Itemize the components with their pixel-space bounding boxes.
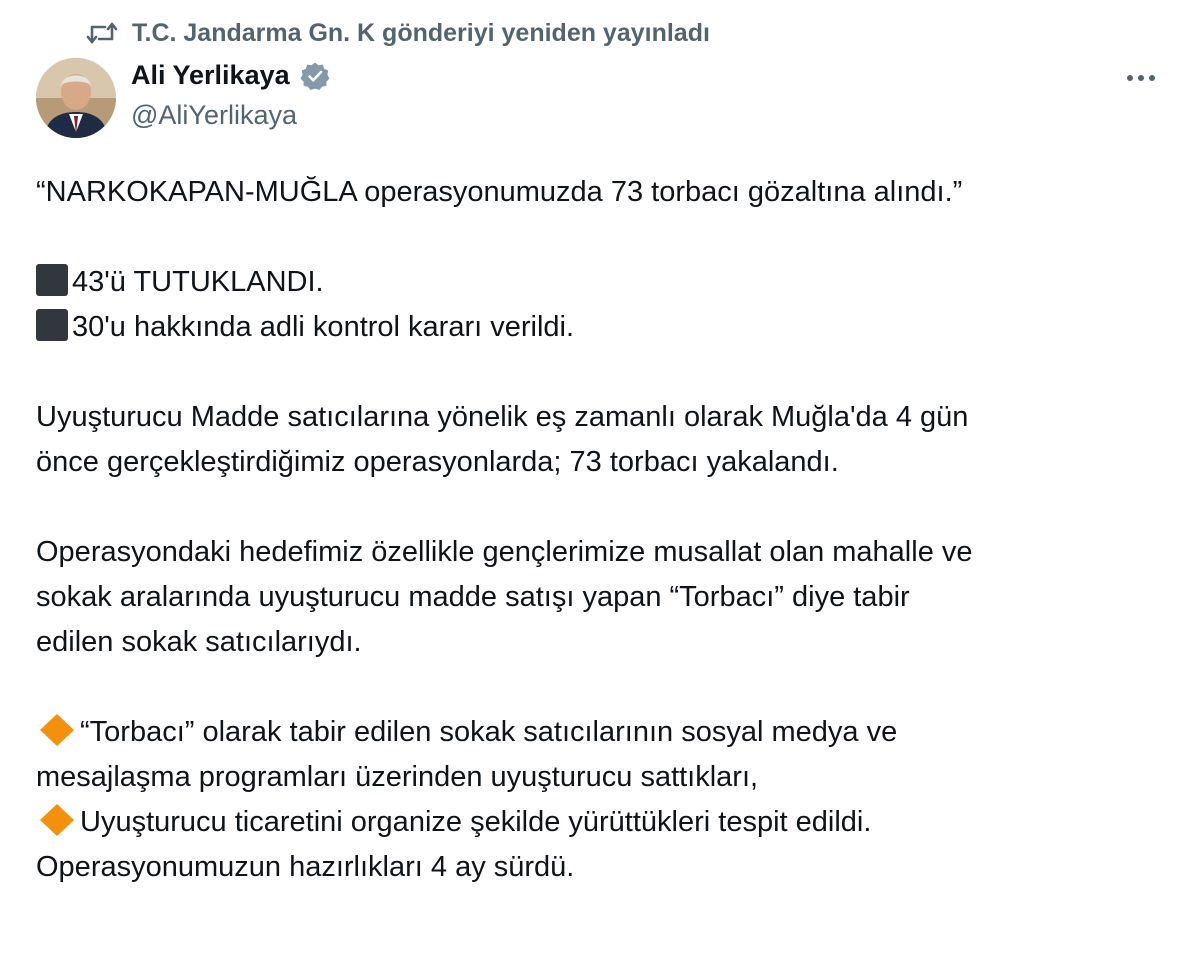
diamond-bullet-1 (36, 710, 1176, 755)
verified-badge-icon (300, 61, 330, 91)
closing-line: Operasyonumuzun hazırlıkları 4 ay sürdü. (36, 851, 575, 883)
tweet-headline: “NARKOKAPAN-MUĞLA operasyonumuzda 73 torbacı gözaltına alındı.” (36, 176, 963, 208)
author-handle[interactable]: @AliYerlikaya (131, 100, 297, 130)
author-name-row[interactable] (131, 60, 330, 91)
orange-diamond-emoji-icon (36, 713, 78, 747)
more-options-button[interactable] (1118, 58, 1164, 98)
avatar[interactable] (36, 58, 116, 138)
diamond-bullet-2 (36, 800, 1176, 845)
author-name[interactable]: Ali Yerlikaya (131, 60, 290, 90)
repost-text: T.C. Jandarma Gn. K gönderiyi yeniden yayınladı (132, 18, 710, 47)
paragraph-line: Uyuşturucu Madde satıcılarına yönelik eş zamanlı olarak Muğla'da 4 gün (36, 401, 969, 433)
square-bullet-text: 43'ü TUTUKLANDI. (72, 266, 324, 298)
square-bullet-2 (36, 305, 1176, 350)
more-options-icon (1124, 73, 1158, 83)
tweet-text (36, 170, 1176, 890)
paragraph-line: sokak aralarında uyuşturucu madde satışı yapan “Torbacı” diye tabir (36, 581, 910, 613)
repost-icon (86, 20, 118, 46)
black-square-emoji-icon (36, 264, 68, 296)
repost-indicator[interactable] (86, 16, 710, 50)
paragraph-line: önce gerçekleştirdiğimiz operasyonlarda; 73 torbacı yakalandı. (36, 446, 839, 478)
paragraph-line: mesajlaşma programları üzerinden uyuşturucu sattıkları, (36, 761, 759, 793)
avatar-photo (36, 58, 116, 138)
diamond-bullet-text: “Torbacı” olarak tabir edilen sokak satıcılarının sosyal medya ve (80, 716, 898, 748)
diamond-bullet-text: Uyuşturucu ticaretini organize şekilde yürüttükleri tespit edildi. (80, 806, 872, 838)
square-bullet-1 (36, 260, 1176, 305)
paragraph-line: edilen sokak satıcılarıydı. (36, 626, 362, 658)
orange-diamond-emoji-icon (36, 803, 78, 837)
square-bullet-text: 30'u hakkında adli kontrol kararı verildi. (72, 311, 575, 343)
black-square-emoji-icon (36, 309, 68, 341)
paragraph-line: Operasyondaki hedefimiz özellikle gençlerimize musallat olan mahalle ve (36, 536, 973, 568)
